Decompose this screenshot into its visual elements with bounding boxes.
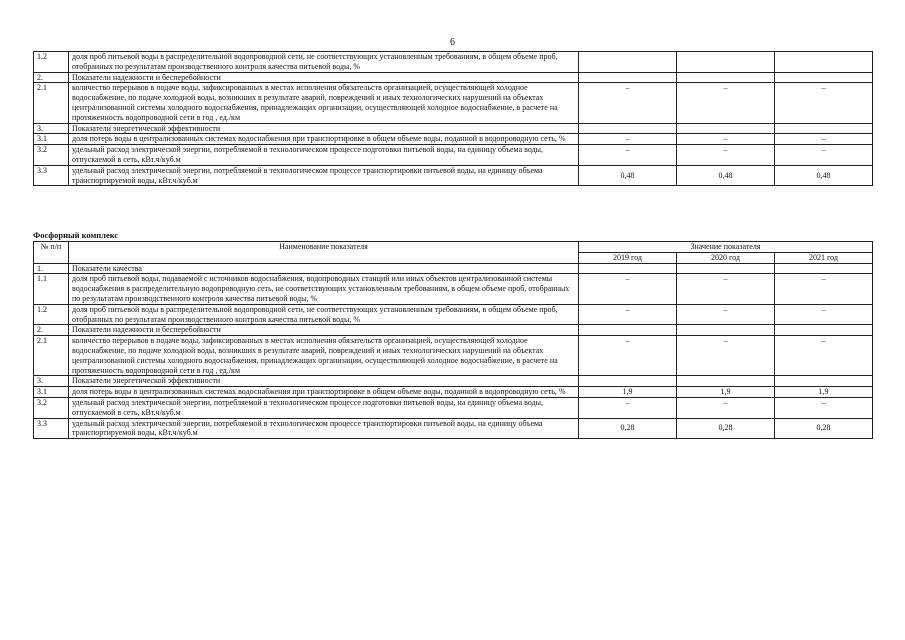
- empty-cell: [579, 72, 677, 83]
- value-2020: [677, 52, 775, 73]
- page-number: 6: [450, 37, 455, 48]
- table-row: [34, 134, 873, 145]
- value-2021: –: [775, 304, 873, 325]
- empty-cell: [677, 123, 775, 134]
- value-2021: –: [775, 397, 873, 418]
- empty-cell: [677, 263, 775, 274]
- row-number: 1.2: [34, 52, 69, 73]
- row-number: 3.2: [34, 145, 69, 166]
- row-number: 2.: [34, 325, 69, 336]
- section-label: Показатели качества: [69, 263, 579, 274]
- value-2019: –: [579, 274, 677, 304]
- value-2021: –: [775, 336, 873, 376]
- value-2019: 0,28: [579, 418, 677, 439]
- row-number: 3.2: [34, 397, 69, 418]
- section-label: Показатели энергетической эффективности: [69, 123, 579, 134]
- indicator-name: удельный расход электрической энергии, потребляемой в технологическом процессе подготовки питьевой воды, на единицу объема воды, отпускаемой в сеть, кВт.ч/куб.м: [69, 397, 579, 418]
- value-2019: 0,48: [579, 165, 677, 186]
- row-number: 3.1: [34, 387, 69, 398]
- value-2019: –: [579, 83, 677, 123]
- header-year-2019: 2019 год: [579, 252, 677, 263]
- value-2020: –: [677, 304, 775, 325]
- indicator-name: количество перерывов в подаче воды, зафиксированных в местах исполнения обязательств организацией, осуществляющей холодное водоснабжение, по подаче холодной воды, возникших в результате аварий, повреждений и иных технологических нарушений на объектах централизованной системы холодного водоснабжения, принадлежащих организации, осуществляющей холодное водоснабжение, в расчете на протяженность водопроводной сети в год , ед./км: [69, 83, 579, 123]
- indicator-name: удельный расход электрической энергии, потребляемой в технологическом процессе подготовки питьевой воды, на единицу объема воды, отпускаемой в сеть, кВт.ч/куб.м: [69, 145, 579, 166]
- section-label: Показатели надежности и бесперебойности: [69, 325, 579, 336]
- indicator-name: доля потерь воды в централизованных системах водоснабжения при транспортировке в общем объеме воды, поданной в водопроводную сеть, %: [69, 134, 579, 145]
- row-number: 3.: [34, 376, 69, 387]
- indicators-table-top-body: [34, 52, 873, 186]
- table-row: [34, 83, 873, 123]
- row-number: 2.1: [34, 83, 69, 123]
- header-name: Наименование показателя: [69, 242, 579, 264]
- indicator-name: количество перерывов в подаче воды, зафиксированных в местах исполнения обязательств организацией, осуществляющей холодное водоснабжение, по подаче холодной воды, возникших в результате аварий, повреждений и иных технологических нарушений на объектах централизованной системы холодного водоснабжения, принадлежащих организации, осуществляющей холодное водоснабжение, в расчете на протяженность водопроводной сети в год , ед./км: [69, 336, 579, 376]
- row-number: 3.3: [34, 418, 69, 439]
- empty-cell: [579, 263, 677, 274]
- section-label: Показатели надежности и бесперебойности: [69, 72, 579, 83]
- value-2019: [579, 52, 677, 73]
- header-value: Значение показателя: [579, 242, 873, 253]
- empty-cell: [775, 123, 873, 134]
- empty-cell: [775, 325, 873, 336]
- value-2019: –: [579, 134, 677, 145]
- empty-cell: [579, 325, 677, 336]
- empty-cell: [579, 376, 677, 387]
- empty-cell: [677, 72, 775, 83]
- indicator-name: доля проб питьевой воды в распределительной водопроводной сети, не соответствующих установленным требованиям, в общем объеме проб, отобранных по результатам производственного контроля качества питьевой воды, %: [69, 304, 579, 325]
- empty-cell: [775, 72, 873, 83]
- section-label: Показатели энергетической эффективности: [69, 376, 579, 387]
- value-2019: –: [579, 304, 677, 325]
- row-number: 3.: [34, 123, 69, 134]
- value-2020: 1,9: [677, 387, 775, 398]
- table-row: [34, 165, 873, 186]
- header-year-2021: 2021 год: [775, 252, 873, 263]
- table-row: [34, 397, 873, 418]
- indicators-table-top: [33, 51, 873, 186]
- table-row: [34, 274, 873, 304]
- table-row: [34, 304, 873, 325]
- value-2020: –: [677, 336, 775, 376]
- empty-cell: [677, 376, 775, 387]
- value-2021: 0,28: [775, 418, 873, 439]
- empty-cell: [775, 376, 873, 387]
- indicators-table-phosphorus: [33, 241, 873, 439]
- row-number: 2.1: [34, 336, 69, 376]
- value-2021: [775, 52, 873, 73]
- section-row: [34, 72, 873, 83]
- value-2020: –: [677, 274, 775, 304]
- indicator-name: доля проб питьевой воды, подаваемой с источников водоснабжения, водопроводных станций или иных объектов централизованной системы водоснабжения в распределительную водопроводную сеть, не соответствующих установленным требованиям, в общем объеме проб, отобранных по результатам производственного контроля качества питьевой воды, %: [69, 274, 579, 304]
- indicator-name: доля потерь воды в централизованных системах водоснабжения при транспортировке в общем объеме воды, поданной в водопроводную сеть, %: [69, 387, 579, 398]
- indicator-name: доля проб питьевой воды в распределительной водопроводной сети, не соответствующих установленным требованиям, в общем объеме проб, отобранных по результатам производственного контроля качества питьевой воды, %: [69, 52, 579, 73]
- table-row: [34, 418, 873, 439]
- value-2020: –: [677, 145, 775, 166]
- value-2019: –: [579, 397, 677, 418]
- value-2021: 1,9: [775, 387, 873, 398]
- row-number: 1.1: [34, 274, 69, 304]
- indicator-name: удельный расход электрической энергии, потребляемой в технологическом процессе транспортировки питьевой воды, на единицу объема транспортируемой воды, кВт.ч/куб.м: [69, 165, 579, 186]
- value-2020: 0,28: [677, 418, 775, 439]
- table-row: [34, 52, 873, 73]
- table-row: [34, 336, 873, 376]
- empty-cell: [579, 123, 677, 134]
- value-2021: –: [775, 134, 873, 145]
- section-row: [34, 123, 873, 134]
- row-number: 3.1: [34, 134, 69, 145]
- value-2019: –: [579, 145, 677, 166]
- table-header-row: [34, 242, 873, 253]
- section-row: [34, 376, 873, 387]
- value-2020: –: [677, 134, 775, 145]
- value-2021: –: [775, 145, 873, 166]
- section-row: [34, 325, 873, 336]
- header-year-2020: 2020 год: [677, 252, 775, 263]
- value-2021: 0,48: [775, 165, 873, 186]
- row-number: 1.: [34, 263, 69, 274]
- value-2020: 0,48: [677, 165, 775, 186]
- value-2020: –: [677, 83, 775, 123]
- table-row: [34, 387, 873, 398]
- indicators-table-phosphorus-body: [34, 263, 873, 439]
- row-number: 3.3: [34, 165, 69, 186]
- section-row: [34, 263, 873, 274]
- header-num: № п/п: [34, 242, 69, 264]
- indicator-name: удельный расход электрической энергии, потребляемой в технологическом процессе транспортировки питьевой воды, на единицу объема транспортируемой воды, кВт.ч/куб.м: [69, 418, 579, 439]
- section-title: Фосфорный комплекс: [33, 230, 119, 240]
- row-number: 1.2: [34, 304, 69, 325]
- empty-cell: [775, 263, 873, 274]
- value-2021: –: [775, 274, 873, 304]
- value-2021: –: [775, 83, 873, 123]
- value-2019: 1,9: [579, 387, 677, 398]
- empty-cell: [677, 325, 775, 336]
- value-2019: –: [579, 336, 677, 376]
- value-2020: –: [677, 397, 775, 418]
- table-row: [34, 145, 873, 166]
- row-number: 2.: [34, 72, 69, 83]
